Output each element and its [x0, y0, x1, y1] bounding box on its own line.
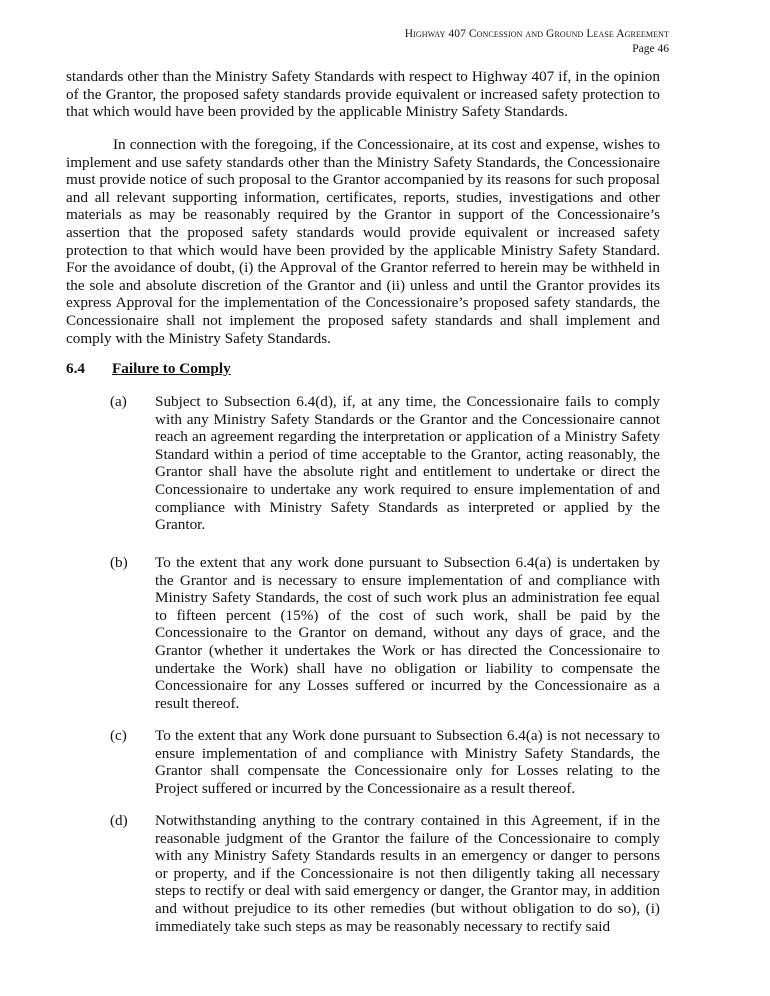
list-item-label: (d) — [110, 812, 128, 829]
list-item-label: (a) — [110, 393, 127, 410]
section-title: Failure to Comply — [112, 360, 231, 377]
list-item-text: Notwithstanding anything to the contrary contained in this Agreement, if in the reasonable judgment of the Grantor the failure of the Concessionaire to comply with any Ministry Safety Standards results in an emergency or danger to persons or property, and if the Concessionaire is not then diligently taking all necessary steps to rectify or deal with said emergency or danger, the Grantor may, in addition and without prejudice to its other remedies (but without obligation to do so), (i) immediately take such steps as may be reasonably necessary to rectify said — [155, 812, 660, 935]
list-item-label: (c) — [110, 727, 127, 744]
list-item — [66, 554, 660, 712]
list-item — [66, 727, 660, 797]
list-item — [66, 393, 660, 534]
list-item — [66, 812, 660, 935]
list-item-text: To the extent that any Work done pursuant to Subsection 6.4(a) is not necessary to ensure implementation of and compliance with Ministry Safety Standards, the Grantor shall compensate the Concessionaire only for Losses relating to the Project suffered or incurred by the Concessionaire as a result thereof. — [155, 727, 660, 797]
paragraph-safety-standards-proposal: In connection with the foregoing, if the Concessionaire, at its cost and expense, wishes to implement and use safety standards other than the Ministry Safety Standards, the Concessionaire must provide notice of such proposal to the Grantor accompanied by its reasons for such proposal and all relevant supporting information, certificates, reports, studies, investigations and other materials as may be reasonably required by the Grantor in support of the Concessionaire’s assertion that the proposed safety standards would provide equivalent or increased safety protection to that which would have been provided by the applicable Ministry Safety Standard. For the avoidance of doubt, (i) the Approval of the Grantor referred to herein may be withheld in the sole and absolute discretion of the Grantor and (ii) unless and until the Grantor provides its express Approval for the implementation of the Concessionaire’s proposed safety standards, the Concessionaire shall not implement the proposed safety standards and shall implement and comply with the Ministry Safety Standards. — [66, 136, 660, 347]
section-heading — [66, 360, 231, 378]
paragraph-continuation: standards other than the Ministry Safety Standards with respect to Highway 407 if, in the opinion of the Grantor, the proposed safety standards provide equivalent or increased safety protection to that which would have been provided by the applicable Ministry Safety Standards. — [66, 68, 660, 121]
page-number: Page 46 — [632, 43, 669, 55]
list-item-text: To the extent that any work done pursuant to Subsection 6.4(a) is undertaken by the Grantor and is necessary to ensure implementation of and compliance with Ministry Safety Standards, the cost of such work plus an administration fee equal to fifteen percent (15%) of the cost of such work, shall be paid by the Concessionaire to the Grantor on demand, without any days of grace, and the Grantor (whether it undertakes the Work or has directed the Concessionaire to undertake the Work) shall have no obligation or liability to compensate the Concessionaire for any Losses suffered or incurred by the Concessionaire as a result thereof. — [155, 554, 660, 712]
list-item-label: (b) — [110, 554, 128, 571]
section-number: 6.4 — [66, 360, 85, 377]
header-title: Highway 407 Concession and Ground Lease Agreement — [404, 28, 669, 40]
page-header — [405, 27, 669, 57]
list-item-text: Subject to Subsection 6.4(d), if, at any time, the Concessionaire fails to comply with any Ministry Safety Standards or the Grantor and the Concessionaire cannot reach an agreement regarding the interpretation or application of a Ministry Safety Standard within a period of time acceptable to the Grantor, acting reasonably, the Grantor shall have the absolute right and entitlement to undertake or direct the Concessionaire to undertake any work required to ensure implementation of and compliance with Ministry Safety Standards as interpreted or applied by the Grantor. — [155, 393, 660, 534]
